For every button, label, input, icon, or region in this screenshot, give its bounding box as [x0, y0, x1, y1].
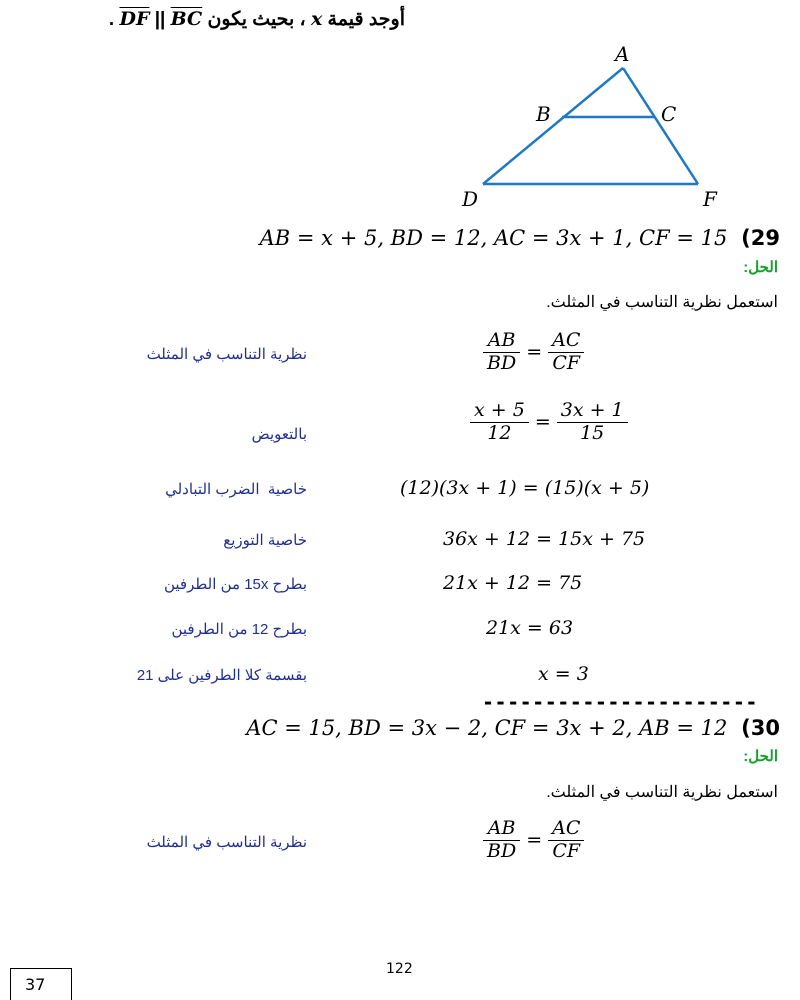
problem-30-number: (30	[741, 716, 780, 740]
page-number: 122	[386, 961, 413, 977]
step-29-2-reason: بالتعويض	[251, 426, 307, 443]
parallel-symbol: ||	[154, 9, 166, 30]
step-29-4-reason: خاصية التوزيع	[223, 532, 307, 549]
step-30-1-lhs-num: AB	[483, 818, 520, 841]
step-29-3-expr: (12)(3x + 1) = (15)(x + 5)	[400, 477, 650, 499]
vertex-label-f: F	[703, 187, 717, 211]
segment-bc: BC	[170, 8, 203, 30]
step-30-1-rhs-num: AC	[548, 818, 584, 841]
step-29-1-lhs-num: AB	[483, 330, 520, 353]
footer-box-number: 37	[25, 975, 46, 994]
problem-statement	[109, 8, 405, 31]
step-29-2-lhs-den: 12	[487, 421, 512, 444]
problem-30-intro: استعمل نظرية التناسب في المثلث.	[546, 784, 778, 801]
step-29-5-reason: بطرح 15x من الطرفين	[163, 576, 307, 593]
separator-dashes: ----------------------	[482, 690, 758, 714]
side-ad	[483, 68, 623, 184]
step-29-7-reason: بقسمة كلا الطرفين على 21	[136, 667, 307, 684]
side-af	[623, 68, 698, 184]
problem-29-given: AB = x + 5, BD = 12, AC = 3x + 1, CF = 15	[259, 226, 728, 250]
triangle-diagram	[440, 40, 740, 215]
step-29-4-expr: 36x + 12 = 15x + 75	[443, 528, 646, 550]
vertex-label-b: B	[536, 102, 551, 126]
step-29-2-rhs-den: 15	[580, 421, 605, 444]
step-30-1-rhs-den: CF	[552, 839, 581, 862]
step-30-1-lhs-den: BD	[487, 839, 517, 862]
problem-30-header	[232, 716, 780, 741]
statement-variable: x	[310, 8, 323, 30]
statement-prefix: أوجد قيمة	[327, 9, 405, 30]
vertex-label-d: D	[462, 187, 479, 211]
step-29-6-reason: بطرح 12 من الطرفين	[171, 621, 307, 638]
step-29-1-rhs-num: AC	[548, 330, 584, 353]
step-30-1-reason: نظرية التناسب في المثلث	[146, 834, 307, 851]
problem-29-solution-label: الحل:	[743, 259, 778, 276]
step-29-2-lhs-num: x + 5	[470, 400, 529, 423]
statement-suffix: .	[108, 9, 115, 30]
problem-30-solution-label: الحل:	[743, 748, 778, 765]
step-29-1-rhs-den: CF	[552, 351, 581, 374]
vertex-label-a: A	[615, 42, 630, 66]
footer-box	[10, 968, 72, 1000]
vertex-label-c: C	[661, 102, 677, 126]
step-29-1-lhs-den: BD	[487, 351, 517, 374]
step-29-1-reason: نظرية التناسب في المثلث	[146, 346, 307, 363]
step-29-3-reason: خاصية الضرب التبادلي	[165, 481, 307, 498]
step-29-2-equation: $\frac{x + 5}{12}$ = $\frac{3x + 1}{15}$	[470, 400, 628, 445]
problem-29-number: (29	[741, 226, 780, 250]
step-29-1-equation: $\frac{AB}{BD}$ = $\frac{AC}{CF}$	[483, 330, 584, 375]
statement-middle: ، بحيث يكون	[207, 9, 306, 30]
step-29-7-expr: x = 3	[538, 663, 589, 685]
step-29-6-expr: 21x = 63	[486, 617, 574, 639]
step-29-5-expr: 21x + 12 = 75	[443, 572, 583, 594]
segment-df: DF	[119, 8, 150, 30]
step-29-2-rhs-num: 3x + 1	[557, 400, 628, 423]
problem-30-given: AC = 15, BD = 3x − 2, CF = 3x + 2, AB = 12	[246, 716, 728, 740]
problem-29-intro: استعمل نظرية التناسب في المثلث.	[546, 294, 778, 311]
step-30-1-equation: $\frac{AB}{BD}$ = $\frac{AC}{CF}$	[483, 818, 584, 863]
problem-29-header	[232, 226, 780, 251]
